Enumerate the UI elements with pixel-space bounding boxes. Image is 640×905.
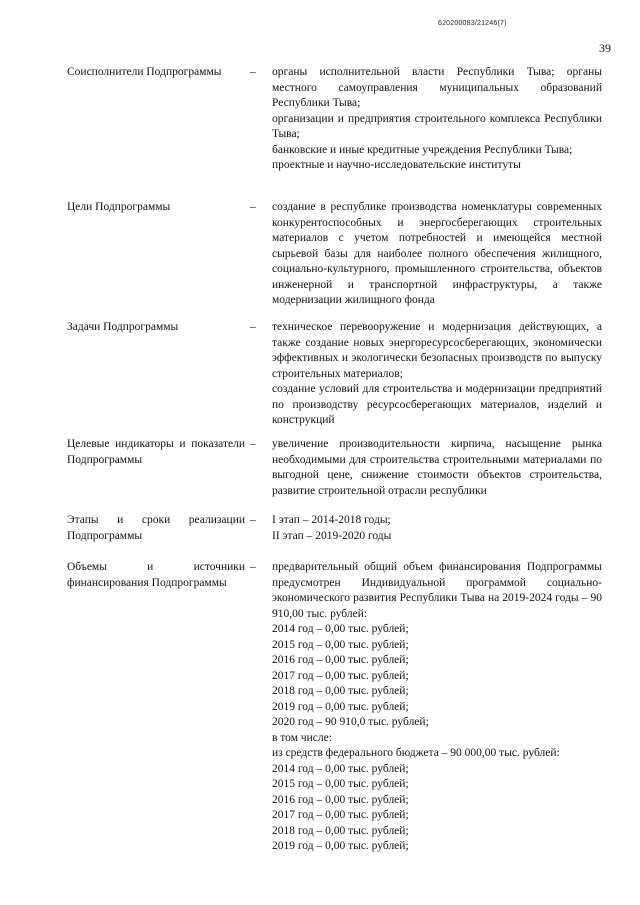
funding-line: 2017 год – 0,00 тыс. рублей; <box>272 809 409 821</box>
row-label: Цели Подпрограммы <box>67 201 171 213</box>
funding-line: 2018 год – 0,00 тыс. рублей; <box>272 685 409 697</box>
row-content <box>272 200 602 309</box>
funding-line: 2020 год – 90 910,0 тыс. рублей; <box>272 716 429 728</box>
funding-line: 2016 год – 0,00 тыс. рублей; <box>272 793 409 806</box>
content-paragraph: органы исполнительной власти Республики Тыва; органы местного самоуправления муниципальных образований Республики Тыва; <box>272 66 602 109</box>
funding-line: 2014 год – 0,00 тыс. рублей; <box>272 623 409 635</box>
content-paragraph: техническое перевооружение и модернизация действующих, а также создание новых энергоресурсосберегающих, экономически эффективных и экологически безопасных производств по выпуску строительных материалов; <box>272 321 602 380</box>
content-paragraph: предварительный общий объем финансирования Подпрограммы предусмотрен Индивидуальной программой социально-экономического развития Республики Тыва на 2019-2024 годы – 90 910,00 тыс. рублей: <box>272 561 602 620</box>
funding-line: из средств федерального бюджета – 90 000,00 тыс. рублей: <box>272 747 560 759</box>
content-paragraph: увеличение производительности кирпича, насыщение рынка необходимыми для строительства строительными материалами по выгодной цене, снижение стоимости объектов строительства, развитие строительной отрасли республики <box>272 438 602 497</box>
funding-line: в том числе: <box>272 731 332 744</box>
content-paragraph: организации и предприятия строительного комплекса Республики Тыва; <box>272 112 602 140</box>
row-dash: – <box>250 438 256 450</box>
row-dash: – <box>250 561 256 573</box>
content-paragraph: создание условий для строительства и модернизации предприятий по производству ресурсосберегающих материалов, изделий и конструкций <box>272 383 602 426</box>
document-id: 620200083/21246(7) <box>438 20 507 27</box>
page-number: 39 <box>599 41 611 55</box>
funding-line: 2015 год – 0,00 тыс. рублей; <box>272 778 409 790</box>
funding-line: 2018 год – 0,00 тыс. рублей; <box>272 824 409 837</box>
content-paragraph: проектные и научно-исследовательские институты <box>272 159 521 171</box>
row-content <box>272 437 602 499</box>
funding-line: 2014 год – 0,00 тыс. рублей; <box>272 762 409 775</box>
funding-line: 2017 год – 0,00 тыс. рублей; <box>272 669 409 682</box>
row-dash: – <box>250 201 256 213</box>
row-content <box>272 513 602 544</box>
content-line: II этап – 2019-2020 годы <box>272 529 392 542</box>
funding-line: 2015 год – 0,00 тыс. рублей; <box>272 638 409 651</box>
row-content <box>272 320 602 429</box>
content-line: I этап – 2014-2018 годы; <box>272 514 391 526</box>
row-label: Объемы и источники финансирования Подпрограммы <box>67 561 245 589</box>
row-dash: – <box>250 321 256 333</box>
row-label: Этапы и сроки реализации Подпрограммы <box>67 514 245 542</box>
funding-line: 2016 год – 0,00 тыс. рублей; <box>272 654 409 666</box>
row-dash: – <box>250 66 256 78</box>
row-dash: – <box>250 514 256 526</box>
funding-line: 2019 год – 0,00 тыс. рублей; <box>272 840 409 852</box>
row-label: Целевые индикаторы и показатели Подпрограммы <box>67 438 245 466</box>
funding-line: 2019 год – 0,00 тыс. рублей; <box>272 700 409 713</box>
content-paragraph: банковские и иные кредитные учреждения Республики Тыва; <box>272 143 573 156</box>
content-paragraph: создание в республике производства номенклатуры современных конкурентоспособных и энергосберегающих строительных материалов с учетом потребностей и имеющейся местной сырьевой базы для наиболее полного обеспечения жилищного, социально-культурного, промышленного строительства, объектов инженерной и транспортной инфраструктуры, а также модернизации жилищного фонда <box>272 201 602 306</box>
row-label: Задачи Подпрограммы <box>67 321 179 333</box>
row-content <box>272 65 602 174</box>
row-content <box>272 560 602 855</box>
row-label: Соисполнители Подпрограммы <box>67 66 222 78</box>
